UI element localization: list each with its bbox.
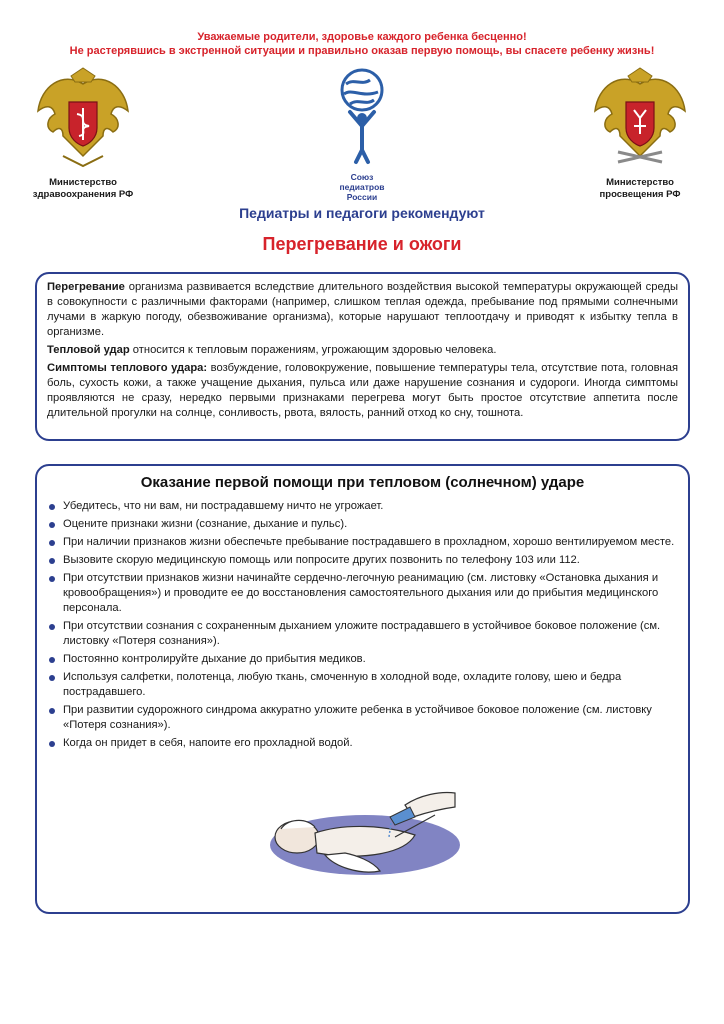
- bullet-icon: [49, 576, 55, 582]
- ministry-health-logo: [18, 66, 148, 201]
- bullet-icon: [49, 540, 55, 546]
- symptoms-term: Симптомы теплового удара:: [47, 362, 208, 374]
- subtitle: Педиатры и педагоги рекомендуют: [239, 205, 485, 221]
- bullet-icon: [49, 657, 55, 663]
- header-line-1: Уважаемые родители, здоровье каждого ребенка бесценно!: [197, 31, 527, 43]
- first-aid-illustration: [255, 775, 465, 890]
- union-caption-3: России: [346, 192, 378, 202]
- header-line-2: Не растерявшись в экстренной ситуации и правильно оказав первую помощь, вы спасете ребенку жизнь!: [69, 45, 655, 57]
- list-item: Вызовите скорую медицинскую помощь или попросите других позвонить по телефону 103 или 112.: [47, 553, 678, 568]
- list-item: Постоянно контролируйте дыхание до прибытия медиков.: [47, 652, 678, 667]
- double-eagle-emblem-icon: [33, 66, 133, 171]
- ministry-health-caption-2: здравоохранения РФ: [32, 189, 134, 200]
- bullet-icon: [49, 708, 55, 714]
- heatstroke-term: Тепловой удар: [47, 344, 130, 356]
- ministry-education-caption-1: Министерство: [606, 177, 674, 188]
- info-box: [35, 272, 690, 441]
- heatstroke-paragraph: [47, 343, 678, 358]
- list-item: При наличии признаков жизни обеспечьте пребывание пострадавшего в прохладном, хорошо вентилируемом месте.: [47, 535, 678, 550]
- overheating-text: организма развивается вследствие длительного воздействия высокой температуры окружающей среды в совокупности с различными факторами (например, слишком теплая одежда, пребывание под прямыми солнечными лучами в жаркую погоду, обезвоживание организма), которые нарушают теплоотдачу и приводят к избытку тепла в организме.: [47, 281, 678, 338]
- double-eagle-emblem-icon: [590, 66, 690, 171]
- bullet-icon: [49, 741, 55, 747]
- bullet-icon: [49, 522, 55, 528]
- union-caption-2: педиатров: [339, 182, 385, 192]
- list-item: При развитии судорожного синдрома аккуратно уложите ребенка в устойчивое боковое положение (см. листовку «Потеря сознания»).: [47, 703, 678, 733]
- list-item: Когда он придет в себя, напоите его прохладной водой.: [47, 736, 678, 751]
- overheating-term: Перегревание: [47, 281, 125, 293]
- list-item: Оцените признаки жизни (сознание, дыхание и пульс).: [47, 517, 678, 532]
- overheating-paragraph: [47, 280, 678, 340]
- ministry-education-logo: [575, 66, 705, 201]
- globe-person-icon: [332, 66, 392, 166]
- heatstroke-text: относится к тепловым поражениям, угрожающим здоровью человека.: [129, 344, 497, 356]
- ministry-health-caption-1: Министерство: [49, 177, 117, 188]
- bullet-icon: [49, 624, 55, 630]
- list-item: При отсутствии сознания с сохраненным дыханием уложите пострадавшего в устойчивое боковое положение (см. листовку «Потеря сознания»).: [47, 619, 678, 649]
- symptoms-text: возбуждение, головокружение, повышение температуры тела, отсутствие пота, головная боль, сухость кожи, а также учащение дыхания, пульса или даже нарушение сознания и судороги. Иногда симптомы проявляются не сразу, нередко первыми признаками перегрева могут быть простое отсутствие аппетита после длительной прогулки на солнце, сонливость, рвота, вялость, ранний отход ко сну, тошнота.: [47, 362, 679, 419]
- bullet-icon: [49, 675, 55, 681]
- union-pediatricians-logo: [316, 66, 408, 202]
- list-item: При отсутствии признаков жизни начинайте сердечно-легочную реанимацию (см. листовку «Остановка дыхания и кровообращения») и проводите ее до восстановления самостоятельного дыхания или до прибытия медицинского персонала.: [47, 571, 678, 616]
- symptoms-paragraph: [47, 361, 678, 421]
- ministry-education-caption-2: просвещения РФ: [599, 189, 681, 200]
- first-aid-title: Оказание первой помощи при тепловом (солнечном) ударе: [140, 474, 585, 491]
- first-aid-steps: [47, 499, 678, 751]
- list-item: Используя салфетки, полотенца, любую ткань, смоченную в холодной воде, охладите голову, шею и бедра пострадавшего.: [47, 670, 678, 700]
- page-title: Перегревание и ожоги: [262, 234, 462, 254]
- bullet-icon: [49, 558, 55, 564]
- list-item: Убедитесь, что ни вам, ни пострадавшему ничто не угрожает.: [47, 499, 678, 514]
- union-caption-1: Союз: [350, 172, 374, 182]
- bullet-icon: [49, 504, 55, 510]
